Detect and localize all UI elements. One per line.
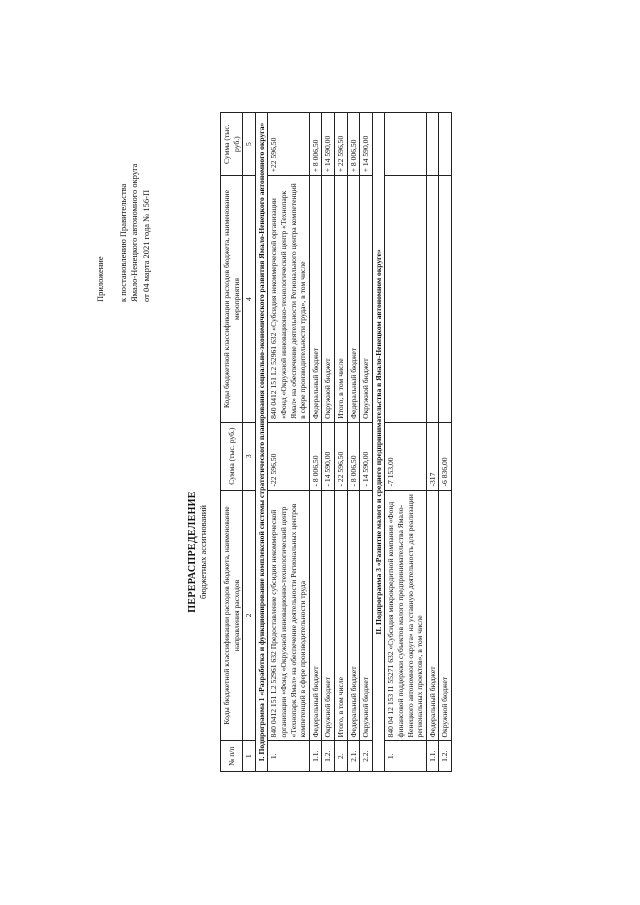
section-title: II. Подпрограмма 3 «Развитие малого и среднего предпринимательства в Ямало-Ненецком автономном округе» (372, 113, 385, 772)
row-codes-to: Итого, в том числе (334, 176, 347, 423)
row-codes-to: Окружной бюджет (322, 176, 335, 423)
table-row (322, 113, 335, 772)
table-header-row (221, 113, 243, 772)
table-row (426, 113, 439, 772)
row-sum-from: -22 596,50 (268, 422, 309, 490)
row-sum-from: -6 836,00 (439, 422, 452, 490)
row-codes-from: 840 0412 151 L2 52961 632 Предоставление субсидии некоммерческой организации «Фонд «Окружной инновационно-технологический центр «Технопарк Ямал» на обеспечение деятельности Региональных центров компетенций в сфере производительности труда (268, 490, 309, 741)
appendix-line-2: Ямало-Ненецкого автономного округа (129, 163, 139, 302)
header-sum-from: Сумма (тыс. руб.) (221, 422, 243, 490)
row-codes-to: Федеральный бюджет (309, 176, 322, 423)
document-title: ПЕРЕРАСПРЕДЕЛЕНИЕ (187, 491, 198, 613)
row-sum-to: + 14 590,00 (360, 113, 373, 176)
row-codes-to (426, 176, 439, 423)
row-sum-from: -317 (426, 422, 439, 490)
row-sum-from: - 8 006,50 (309, 422, 322, 490)
row-codes-from: Итого, в том числе (334, 490, 347, 741)
row-sum-from: -7 153,00 (385, 422, 426, 490)
row-sum-from: - 14 590,00 (322, 422, 335, 490)
col-number: 4 (243, 176, 256, 423)
appendix-line-3: от 04 марта 2021 года № 156-П (140, 189, 151, 302)
section-title: I. Подпрограмма 1 «Разработка и функционирование комплексной системы стратегического планирования социально-экономического развития Ямало-Ненецкого автономного округа» (255, 113, 268, 772)
row-sum-to: + 8 006,50 (347, 113, 360, 176)
row-sum-to (426, 113, 439, 176)
header-codes-to: Коды бюджетной классификации расходов бюджета, наименование мероприятия (221, 176, 243, 423)
header-codes-from: Коды бюджетной классификации расходов бюджета, наименование направления расходов (221, 490, 243, 741)
appendix-block (95, 22, 152, 302)
row-codes-to: 840 0412 151 L2 52961 632 «Субсидия некоммерческой организации «Фонд «Окружной инновационно-технологический центр «Технопарк Ямал» на обеспечение деятельности Регионального центра компетенций в сфере производительности труда», в том числе (268, 176, 309, 423)
row-sum-from: - 14 590,00 (360, 422, 373, 490)
section-row (255, 113, 268, 772)
row-number: 1. (268, 741, 309, 772)
col-number: 5 (243, 113, 256, 176)
row-number: 2.1. (347, 741, 360, 772)
row-number: 1.1. (309, 741, 322, 772)
row-sum-to: + 22 596,50 (334, 113, 347, 176)
table-row (334, 113, 347, 772)
appendix-line-1: к постановлению Правительства (117, 183, 128, 302)
row-number: 1.1. (426, 741, 439, 772)
row-number: 1.2. (439, 741, 452, 772)
row-number: 2. (334, 741, 347, 772)
reallocation-table (220, 112, 452, 772)
col-number: 3 (243, 422, 256, 490)
row-codes-to (385, 176, 426, 423)
table-row (360, 113, 373, 772)
document-subtitle: бюджетных ассигнований (198, 505, 208, 599)
document-heading (187, 332, 208, 772)
row-codes-from: Окружной бюджет (322, 490, 335, 741)
document-sheet (95, 22, 455, 772)
table-row (268, 113, 309, 772)
row-codes-from: 840 04 12 153 I1 55271 632 «Субсидия микрокредитной компании «Фонд финансовой поддержки субъектов малого предпринимательства Ямало-Ненецкого автономного округа» на уставную деятельность для реализации региональных проектов», в том числе (385, 490, 426, 741)
row-codes-from: Федеральный бюджет (426, 490, 439, 741)
row-sum-to (385, 113, 426, 176)
header-sum-to: Сумма (тыс. руб.) (221, 113, 243, 176)
row-codes-to (439, 176, 452, 423)
row-codes-from: Окружной бюджет (439, 490, 452, 741)
col-number: 1 (243, 741, 256, 772)
row-sum-to (439, 113, 452, 176)
row-number: 1.2. (322, 741, 335, 772)
row-number: 2.2. (360, 741, 373, 772)
row-sum-to: + 14 590,00 (322, 113, 335, 176)
row-sum-from: - 22 596,50 (334, 422, 347, 490)
table-row (309, 113, 322, 772)
row-sum-from: - 8 006,50 (347, 422, 360, 490)
row-sum-to: + 8 006,50 (309, 113, 322, 176)
table-row (385, 113, 426, 772)
row-codes-to: Окружной бюджет (360, 176, 373, 423)
section-row (372, 113, 385, 772)
row-codes-from: Окружной бюджет (360, 490, 373, 741)
header-number: № п/п (221, 741, 243, 772)
table-row (439, 113, 452, 772)
row-sum-to: +22 596,50 (268, 113, 309, 176)
appendix-title: Приложение (95, 256, 105, 302)
row-number: 1. (385, 741, 426, 772)
row-codes-to: Федеральный бюджет (347, 176, 360, 423)
column-number-row (243, 113, 256, 772)
row-codes-from: Федеральный бюджет (347, 490, 360, 741)
row-codes-from: Федеральный бюджет (309, 490, 322, 741)
table-row (347, 113, 360, 772)
col-number: 2 (243, 490, 256, 741)
